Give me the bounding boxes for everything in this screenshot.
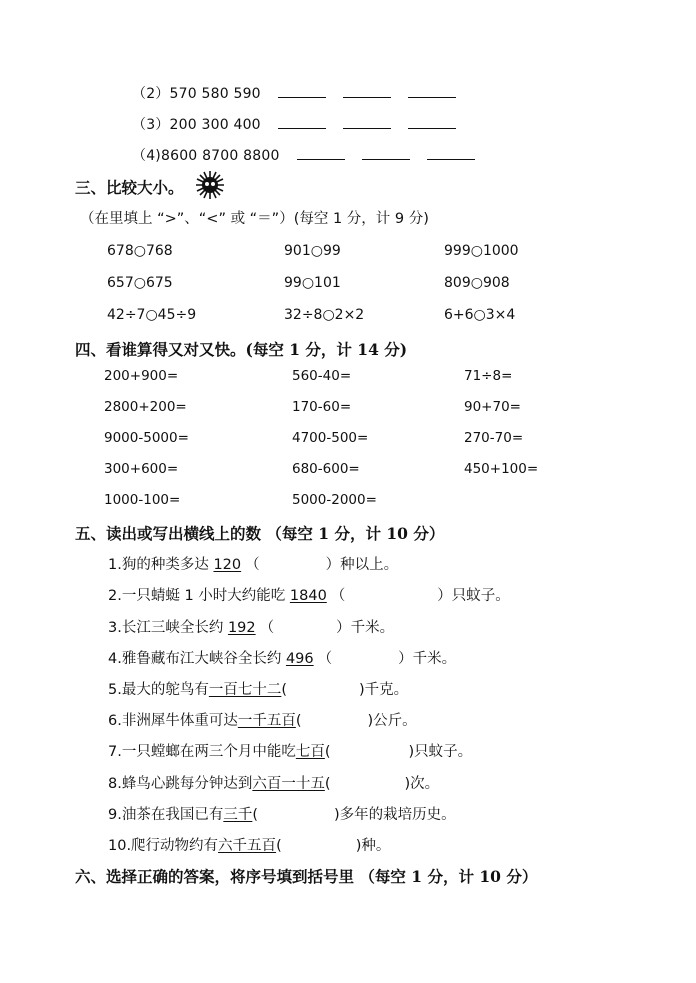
item-text: ）千米。: [398, 651, 457, 667]
item-text: 6.非洲犀牛体重可达: [108, 713, 238, 729]
item-text: )公斤。: [367, 713, 417, 729]
paren-open: (: [281, 682, 288, 698]
sequence-values: 570 580 590: [169, 86, 261, 102]
sequence-row-4: [132, 145, 475, 165]
answer-blank[interactable]: [408, 114, 456, 129]
underlined-number: 192: [227, 620, 256, 636]
section6-title: 六、选择正确的答案，将序号填到括号里 （每空 1 分，计 10 分）: [75, 867, 538, 886]
compare-item: 6+6○3×4: [444, 307, 516, 323]
item-text: 3.长江三峡全长约: [108, 620, 228, 636]
answer-blank[interactable]: [278, 114, 326, 129]
calc-item: 170-60=: [292, 399, 352, 415]
section5-title: 五、读出或写出横线上的数 （每空 1 分，计 10 分）: [75, 524, 445, 543]
paren-open: （: [245, 557, 260, 573]
underlined-number: 一千五百: [237, 713, 296, 729]
compare-item: 99○101: [284, 275, 341, 291]
calc-item: 5000-2000=: [292, 492, 377, 508]
sequence-row-2: [132, 83, 456, 103]
item-text: 5.最大的鸵鸟有: [108, 682, 209, 698]
item-text: ）千米。: [336, 620, 395, 636]
underlined-number: 六百一十五: [252, 776, 325, 792]
item-text: 8.蜂鸟心跳每分钟达到: [108, 776, 253, 792]
compare-item: 42÷7○45÷9: [107, 307, 197, 323]
calc-item: 560-40=: [292, 368, 352, 384]
compare-item: 657○675: [107, 275, 173, 291]
read-write-item: [108, 740, 472, 761]
read-write-item: [108, 616, 394, 637]
item-text: )千克。: [359, 682, 409, 698]
calc-item: 71÷8=: [464, 368, 513, 384]
compare-item: 809○908: [444, 275, 510, 291]
item-text: 10.爬行动物约有: [108, 838, 219, 854]
calc-item: 2800+200=: [104, 399, 187, 415]
read-write-item: [108, 709, 417, 730]
answer-blank[interactable]: [278, 83, 326, 98]
item-text: ）只蚊子。: [437, 588, 510, 604]
calc-item: 200+900=: [104, 368, 179, 384]
calc-item: 450+100=: [464, 461, 539, 477]
paren-open: （: [317, 651, 333, 667]
read-write-item: [108, 772, 439, 793]
section4-title: 四、看谁算得又对又快。(每空 1 分，计 14 分): [75, 340, 408, 359]
underlined-number: 七百: [295, 744, 325, 760]
compare-item: 901○99: [284, 243, 341, 259]
answer-blank[interactable]: [297, 145, 345, 160]
read-write-item: [108, 678, 408, 699]
calc-item: 1000-100=: [104, 492, 181, 508]
item-text: ）种以上。: [325, 557, 399, 573]
item-text: 7.一只螳螂在两三个月中能吃: [108, 744, 296, 760]
read-write-item: [108, 553, 398, 574]
paren-open: (: [252, 807, 259, 823]
calc-item: 270-70=: [464, 430, 524, 446]
sequence-label: （2）: [132, 86, 170, 102]
sequence-label: （3）: [132, 117, 170, 133]
item-text: )种。: [355, 838, 391, 854]
paren-open: （: [330, 588, 346, 604]
item-text: 2.一只蜻蜓 1 小时大约能吃: [108, 588, 290, 604]
read-write-item: [108, 584, 510, 605]
paren-open: (: [324, 776, 331, 792]
paren-open: (: [295, 713, 302, 729]
underlined-number: 496: [285, 651, 314, 667]
underlined-number: 三千: [223, 807, 253, 823]
sequence-label: （4): [132, 148, 161, 164]
spiky-ball-icon: [194, 170, 226, 200]
section3-instruction: （在里填上 “>”、“<” 或 “＝”）(每空 1 分，计 9 分): [80, 211, 429, 227]
answer-blank[interactable]: [362, 145, 410, 160]
calc-item: 300+600=: [104, 461, 179, 477]
paren-open: (: [324, 744, 331, 760]
compare-item: 32÷8○2×2: [284, 307, 365, 323]
sequence-row-3: [132, 114, 456, 134]
compare-item: 999○1000: [444, 243, 519, 259]
underlined-number: 1840: [289, 588, 327, 604]
underlined-number: 120: [213, 557, 242, 573]
item-text: 9.油茶在我国已有: [108, 807, 224, 823]
paren-open: (: [276, 838, 282, 854]
item-text: )多年的栽培历史。: [334, 807, 456, 823]
answer-blank[interactable]: [427, 145, 475, 160]
item-text: 4.雅鲁藏布江大峡谷全长约: [108, 651, 286, 667]
underlined-number: 六千五百: [218, 838, 277, 854]
sequence-values: 8600 8700 8800: [160, 148, 280, 164]
read-write-item: [108, 834, 390, 855]
sequence-values: 200 300 400: [169, 117, 261, 133]
read-write-item: [108, 647, 456, 668]
answer-blank[interactable]: [343, 114, 391, 129]
answer-blank[interactable]: [343, 83, 391, 98]
calc-item: 9000-5000=: [104, 430, 189, 446]
item-text: )只蚊子。: [408, 744, 473, 760]
read-write-item: [108, 803, 456, 824]
compare-item: 678○768: [107, 243, 173, 259]
calc-item: 680-600=: [292, 461, 360, 477]
calc-item: 90+70=: [464, 399, 521, 415]
answer-blank[interactable]: [408, 83, 456, 98]
paren-open: （: [259, 620, 275, 636]
calc-item: 4700-500=: [292, 430, 369, 446]
item-text: 1.狗的种类多达: [108, 557, 214, 573]
underlined-number: 一百七十二: [208, 682, 282, 698]
section3-title: 三、比较大小。: [75, 178, 184, 197]
item-text: )次。: [404, 776, 440, 792]
